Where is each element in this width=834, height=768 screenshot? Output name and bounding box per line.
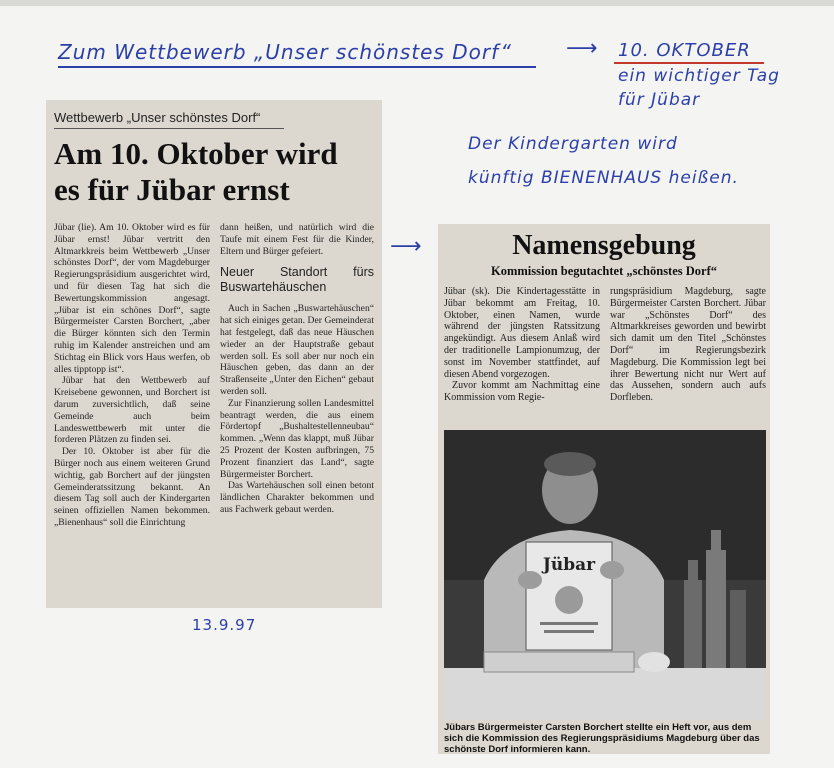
handwritten-kindergarten-line1: Der Kindergarten wird — [468, 134, 678, 154]
handwritten-date-line3: für Jübar — [618, 90, 701, 110]
arrow-right-icon: ⟶ — [566, 36, 598, 61]
article-column-1 — [54, 222, 210, 529]
date-underline — [614, 62, 764, 64]
newspaper-clipping-right — [438, 224, 770, 754]
paragraph: Jübar (lie). Am 10. Oktober wird es für Jübar ernst! Jübar vertritt den Altmarkkreis beim Wettbewerb „Unser schönstes Dorf“, der vom Magdeburger Regierungspräsidium ausgerichtet wird, und für diesen Tag hat sich die Bewertungskommission angesagt. „Jübar ist ein schönes Dorf“, sagte Bürgermeister Carsten Borchert, „aber die Bürger könnten sich den Termin ruhig im Kalender anstreichen und am Stichtag ein Blick vors Haus werfen, ob alles tipptopp ist“. — [54, 222, 210, 375]
paragraph: Jübar hat den Wettbewerb auf Kreisebene gewonnen, und Borchert ist darum zuversichtlich, daß seine Gemeinde auch beim Landeswettbewerb mit unter die forderen Plätzen zu finden sei. — [54, 375, 210, 446]
page-edge — [0, 0, 834, 6]
article-headline: Namensgebung — [512, 230, 696, 261]
title-underline — [58, 66, 536, 68]
handwritten-date-note: 13.9.97 — [192, 616, 257, 634]
article-column-2 — [220, 222, 374, 516]
paragraph: Das Wartehäuschen soll einen betont ländlichen Charakter bekommen und aus Fachwerk gebaut werden. — [220, 480, 374, 515]
article-column-1 — [444, 286, 600, 404]
article-headline — [54, 136, 376, 208]
photo-mayor — [444, 430, 766, 720]
arrow-to-article-icon: ⟶ — [390, 234, 422, 259]
handwritten-kindergarten-line2: künftig BIENENHAUS heißen. — [468, 168, 739, 188]
booklet-title: Jübar — [542, 555, 596, 575]
handwritten-title: Zum Wettbewerb „Unser schönstes Dorf“ — [58, 40, 512, 64]
photo-caption: Jübars Bürgermeister Carsten Borchert stellte ein Heft vor, aus dem sich die Kommission des Regierungspräsidiums Magdeburg über das schönste Dorf informieren kann. — [444, 722, 760, 754]
paragraph: rungspräsidium Magdeburg, sagte Bürgermeister Carsten Borchert. Jübar war „Schönstes Dorf“ des Altmarkkreises geworden und bewirbt sich damit um den Titel „Schönstes Dorf“ im Regierungsbezirk Magdeburg. Die Kommission legt bei ihrer Bewertung nicht nur Wert auf das Aussehen, sondern auch aufs Dorfleben. — [610, 286, 766, 404]
paragraph: dann heißen, und natürlich wird die Taufe mit einem Fest für die Kinder, Eltern und Bürger gefeiert. — [220, 222, 374, 257]
newspaper-clipping-left — [46, 100, 382, 608]
paragraph: Zuvor kommt am Nachmittag eine Kommission vom Regie- — [444, 380, 600, 404]
article-column-2 — [610, 286, 766, 404]
paragraph: Zur Finanzierung sollen Landesmittel beantragt werden, die aus einem Fördertopf „Bushaltestellenneubau“ kommen. „Wenn das klappt, muß Jübar 25 Prozent der Kosten aufbringen, 75 Prozent finanziert das Land“, sagte Bürgermeister Borchert. — [220, 397, 374, 480]
paragraph: Auch in Sachen „Buswartehäuschen“ hat sich einiges getan. Der Gemeinderat hat festgelegt, daß das neue Häuschen wieder an der Hauptstraße gebaut werden soll. Es soll aber nur noch ein Häuschen geben, das dann an der Straßenseite „Unter den Eichen“ gebaut werden soll. — [220, 303, 374, 397]
article-kicker: Wettbewerb „Unser schönstes Dorf“ — [54, 110, 261, 125]
article-subline: Kommission begutachtet „schönstes Dorf“ — [490, 264, 718, 278]
headline-line1: Am 10. Oktober wird — [54, 136, 338, 171]
kicker-rule — [54, 128, 284, 129]
photo-illustration — [444, 430, 766, 720]
paragraph: Der 10. Oktober ist aber für die Bürger noch aus einem weiteren Grund wichtig, gab Borchert auf der jüngsten Gemeinderatssitzung bekannt. An diesem Tag soll auch der Kindergarten seinen offiziellen Namen bekommen. „Bienenhaus“ soll die Einrichtung — [54, 446, 210, 528]
paragraph: Jübar (sk). Die Kindertagesstätte in Jübar bekommt am Freitag, 10. Oktober, einen Namen, wurde während der jüngsten Ratssitzung angekündigt. Aus diesem Anlaß wird der traditionelle Lampionumzug, der sonst im November stattfindet, auf diesen Abend vorgezogen. — [444, 286, 600, 380]
handwritten-date-line2: ein wichtiger Tag — [618, 66, 780, 86]
article-subhead: Neuer Standort fürs Buswartehäuschen — [220, 265, 374, 295]
handwritten-date-heading: 10. OKTOBER — [618, 40, 751, 61]
headline-line2: es für Jübar ernst — [54, 172, 290, 207]
